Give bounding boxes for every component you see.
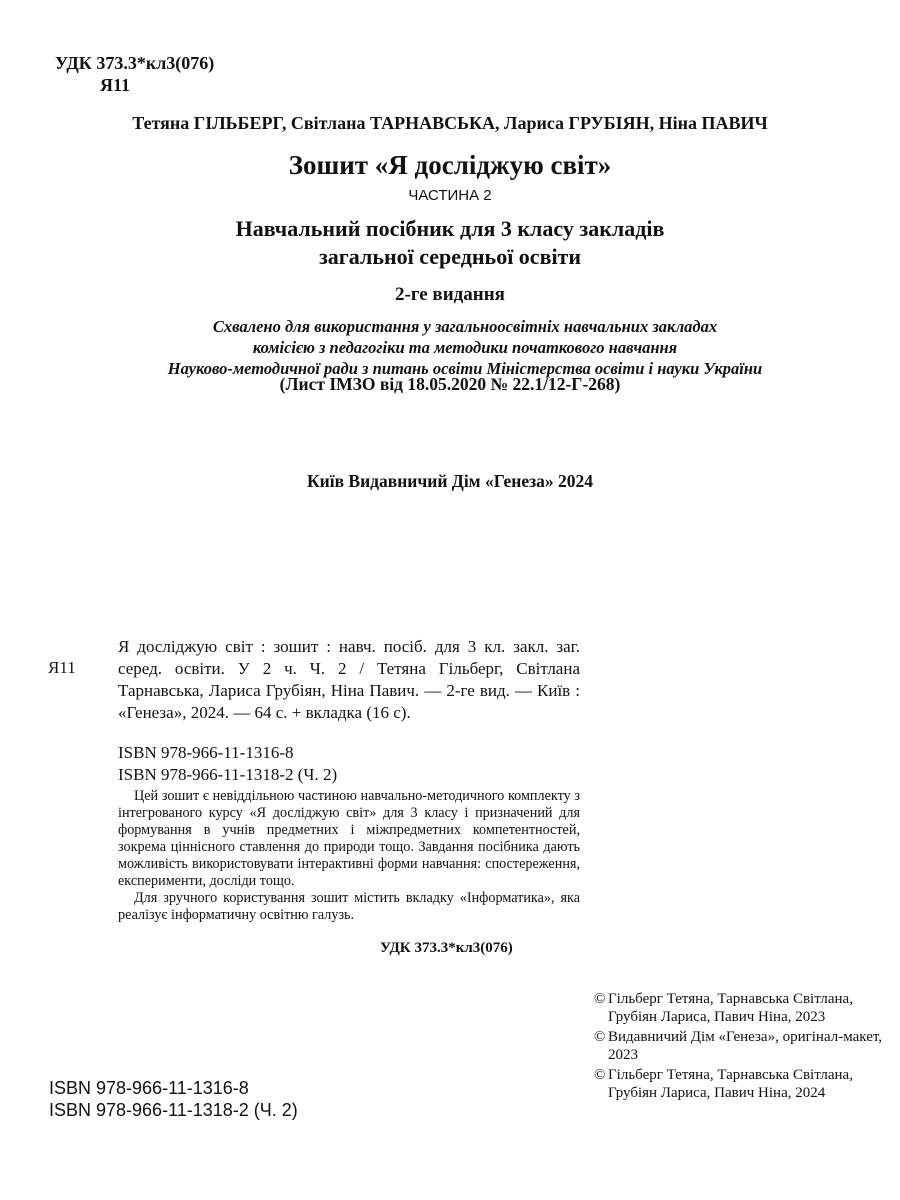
isbn-footer: [49, 1077, 298, 1121]
abstract: [118, 788, 580, 924]
biblio-index-code: Я11: [48, 658, 76, 677]
approval-line-2: комісією з педагогіки та методики початкового навчання: [252, 338, 678, 357]
abstract-paragraph-1: Цей зошит є невіддільною частиною навчально-методичного комплекту з інтегрованого курсу «Я досліджую світ» для 3 класу і призначений для формування в учнів предметних і міжпредметних компетентностей, зокрема ціннісного ставлення до природи тощо. Завдання посібника дають можливість використовувати інтерактивні форми навчання: спостереження, експерименти, досліди тощо.: [118, 788, 580, 889]
book-subtitle: [0, 215, 900, 271]
biblio-isbn-1: ISBN 978-966-11-1316-8: [118, 743, 294, 762]
edition-label: 2-ге видання: [395, 284, 505, 305]
approval-letter: (Лист ІМЗО від 18.05.2020 № 22.1/12-Г-268): [279, 374, 621, 394]
biblio-isbn-2: ISBN 978-966-11-1318-2 (Ч. 2): [118, 765, 338, 784]
bibliographic-description: Я досліджую світ : зошит : навч. посіб. для 3 кл. закл. заг. серед. освіти. У 2 ч. Ч. 2 / Тетяна Гільберг, Світлана Тарнавська, Лариса Грубіян, Ніна Павич. — 2-ге вид. — Київ : «Генеза», 2024. — 64 с. + вкладка (16 с).: [118, 637, 580, 722]
copyright-entry: [594, 1066, 884, 1102]
approval-line-3: Науково-методичної ради з питань освіти Міністерства освіти і науки України: [167, 359, 763, 378]
copyright-text: Видавничий Дім «Генеза», оригінал-макет, 2023: [608, 1029, 883, 1063]
udk-code: УДК 373.3*кл3(076): [55, 53, 215, 73]
isbn-footer-1: ISBN 978-966-11-1316-8: [49, 1078, 249, 1098]
subtitle-line-2: загальної середньої освіти: [318, 244, 582, 269]
copyright-icon: ©: [594, 991, 606, 1007]
abstract-paragraph-2: Для зручного користування зошит містить вкладку «Інформатика», яка реалізує інформатичну освітню галузь.: [118, 890, 580, 923]
copyright-icon: ©: [594, 1029, 606, 1045]
publisher-line: Київ Видавничий Дім «Генеза» 2024: [306, 471, 594, 491]
authors-line: Тетяна ГІЛЬБЕРГ, Світлана ТАРНАВСЬКА, Лариса ГРУБІЯН, Ніна ПАВИЧ: [132, 113, 768, 133]
author-index: Я11: [100, 75, 131, 95]
part-label: ЧАСТИНА 2: [408, 187, 492, 204]
biblio-isbn-block: [118, 742, 337, 786]
copyright-entry: [594, 990, 884, 1026]
book-title: Зошит «Я досліджую світ»: [288, 150, 612, 180]
approval-line-1: Схвалено для використання у загальноосвітніх навчальних закладах: [212, 317, 718, 336]
approval-statement: [95, 316, 835, 379]
udk-header: [55, 52, 214, 96]
copyright-text: Гільберг Тетяна, Тарнавська Світлана, Грубіян Лариса, Павич Ніна, 2023: [608, 991, 853, 1025]
copyright-icon: ©: [594, 1067, 606, 1083]
udk-footer: УДК 373.3*кл3(076): [380, 940, 513, 956]
copyright-text: Гільберг Тетяна, Тарнавська Світлана, Грубіян Лариса, Павич Ніна, 2024: [608, 1067, 853, 1101]
copyright-block: [594, 990, 884, 1104]
subtitle-line-1: Навчальний посібник для 3 класу закладів: [235, 216, 665, 241]
isbn-footer-2: ISBN 978-966-11-1318-2 (Ч. 2): [49, 1100, 298, 1120]
copyright-entry: [594, 1028, 884, 1064]
